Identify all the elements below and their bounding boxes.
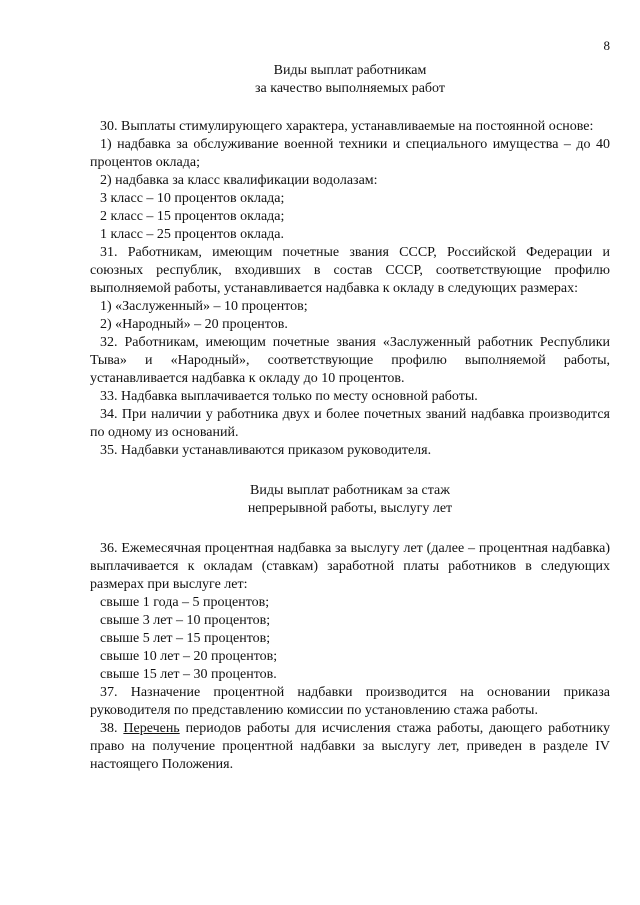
paragraph-37: 37. Назначение процентной надбавки производится на основании приказа руководителя по представлению комиссии по установлению стажа работы. (90, 685, 610, 718)
paragraph-32: 32. Работникам, имеющим почетные звания «Заслуженный работник Республики Тыва» и «Народный», соответствующие профилю выполняемой работы, устанавливается надбавка к окладу до 10 процентов. (90, 335, 610, 386)
paragraph-31-item-2: 2) «Народный» – 20 процентов. (100, 317, 288, 332)
tenure-item: свыше 3 лет – 10 процентов; (100, 613, 271, 628)
section-heading-line: Виды выплат работникам за стаж (250, 483, 450, 498)
page-number: 8 (603, 38, 610, 53)
section-heading-line: за качество выполняемых работ (255, 81, 445, 96)
class-1-line: 1 класс – 25 процентов оклада. (100, 227, 285, 242)
tenure-item: свыше 1 года – 5 процентов; (100, 595, 270, 610)
class-3-line: 3 класс – 10 процентов оклада; (100, 191, 285, 206)
paragraph-38 (90, 720, 610, 774)
paragraph-36: 36. Ежемесячная процентная надбавка за выслугу лет (далее – процентная надбавка) выплачивается к окладам (ставкам) заработной платы работников в следующих размерах при выслуге лет: (90, 541, 610, 592)
paragraph-31-item-1: 1) «Заслуженный» – 10 процентов; (100, 299, 308, 314)
paragraph-31: 31. Работникам, имеющим почетные звания СССР, Российской Федерации и союзных республик, входивших в состав СССР, соответствующие профилю выполняемой работы, устанавливается надбавка к окладу в следующих размерах: (90, 245, 610, 296)
section-heading-line: Виды выплат работникам (273, 63, 427, 78)
paragraph-38-text: периодов работы для исчисления стажа работы, дающего работнику право на получение процентной надбавки за выслугу лет, приведен в разделе IV настоящего Положения. (90, 721, 611, 772)
class-2-line: 2 класс – 15 процентов оклада; (100, 209, 285, 224)
tenure-item: свыше 5 лет – 15 процентов; (100, 631, 271, 646)
paragraph-30-item-2: 2) надбавка за класс квалификации водолазам: (100, 173, 378, 188)
list-link[interactable]: Перечень (123, 721, 180, 736)
paragraph-30: 30. Выплаты стимулирующего характера, устанавливаемые на постоянной основе: (100, 119, 594, 134)
section-heading-tenure (90, 482, 610, 518)
paragraph-35: 35. Надбавки устанавливаются приказом руководителя. (100, 443, 432, 458)
section-heading-line: непрерывной работы, выслугу лет (247, 501, 453, 516)
paragraph-30-item-1: 1) надбавка за обслуживание военной техники и специального имущества – до 40 процентов оклада; (90, 137, 610, 170)
section-heading-quality (90, 62, 610, 98)
tenure-item: свыше 10 лет – 20 процентов; (100, 649, 278, 664)
paragraph-34: 34. При наличии у работника двух и более почетных званий надбавка производится по одному из оснований. (90, 407, 610, 440)
paragraph-38-number: 38. (100, 721, 124, 736)
tenure-item: свыше 15 лет – 30 процентов. (100, 667, 277, 682)
paragraph-33: 33. Надбавка выплачивается только по месту основной работы. (100, 389, 478, 404)
document-body (90, 62, 610, 774)
